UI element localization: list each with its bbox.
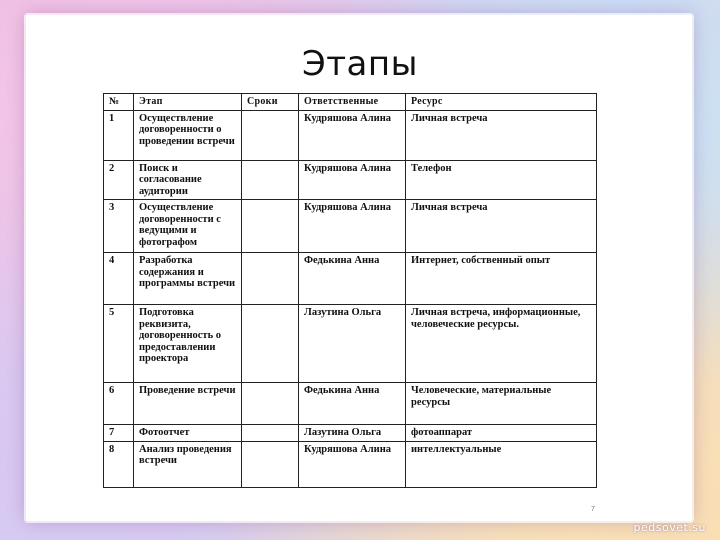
table-row [104, 383, 597, 425]
cell-stage: Подготовка реквизита, договоренность о предоставлении проектора [134, 305, 242, 383]
stages-table [103, 93, 597, 488]
table-row [104, 425, 597, 442]
cell-responsible: Лазутина Ольга [299, 425, 406, 442]
cell-resource: Интернет, собственный опыт [406, 253, 597, 305]
cell-number: 7 [104, 425, 134, 442]
cell-dates [242, 441, 299, 487]
cell-number: 8 [104, 441, 134, 487]
cell-dates [242, 253, 299, 305]
cell-resource: Человеческие, материальные ресурсы [406, 383, 597, 425]
cell-resource: интеллектуальные [406, 441, 597, 487]
cell-dates [242, 383, 299, 425]
cell-stage: Разработка содержания и программы встречи [134, 253, 242, 305]
cell-number: 5 [104, 305, 134, 383]
cell-stage: Проведение встречи [134, 383, 242, 425]
cell-responsible: Кудряшова Алина [299, 200, 406, 253]
header-responsible: Ответственные [299, 94, 406, 111]
cell-responsible: Кудряшова Алина [299, 160, 406, 200]
page-number: 7 [591, 506, 595, 513]
cell-dates [242, 200, 299, 253]
cell-number: 6 [104, 383, 134, 425]
cell-number: 2 [104, 160, 134, 200]
cell-stage: Осуществление договоренности с ведущими и фотографом [134, 200, 242, 253]
cell-dates [242, 425, 299, 442]
slide-title: Этапы [302, 44, 418, 84]
cell-resource: Телефон [406, 160, 597, 200]
table-row [104, 253, 597, 305]
header-dates: Сроки [242, 94, 299, 111]
header-number: № [104, 94, 134, 111]
cell-responsible: Лазутина Ольга [299, 305, 406, 383]
cell-dates [242, 305, 299, 383]
table-row [104, 160, 597, 200]
table-row [104, 441, 597, 487]
table-row [104, 110, 597, 160]
cell-responsible: Кудряшова Алина [299, 441, 406, 487]
cell-stage: Анализ проведения встречи [134, 441, 242, 487]
cell-stage: Фотоотчет [134, 425, 242, 442]
watermark-text: pedsovet.su [633, 521, 706, 534]
table-row [104, 305, 597, 383]
cell-number: 4 [104, 253, 134, 305]
cell-number: 3 [104, 200, 134, 253]
cell-dates [242, 160, 299, 200]
table-row [104, 200, 597, 253]
cell-stage: Поиск и согласование аудитории [134, 160, 242, 200]
cell-resource: Личная встреча, информационные, человеческие ресурсы. [406, 305, 597, 383]
cell-number: 1 [104, 110, 134, 160]
table-header-row [104, 94, 597, 111]
cell-responsible: Кудряшова Алина [299, 110, 406, 160]
cell-resource: Личная встреча [406, 200, 597, 253]
header-stage: Этап [134, 94, 242, 111]
cell-resource: фотоаппарат [406, 425, 597, 442]
header-resource: Ресурс [406, 94, 597, 111]
cell-stage: Осуществление договоренности о проведении встречи [134, 110, 242, 160]
cell-dates [242, 110, 299, 160]
cell-resource: Личная встреча [406, 110, 597, 160]
cell-responsible: Федькина Анна [299, 383, 406, 425]
cell-responsible: Федькина Анна [299, 253, 406, 305]
